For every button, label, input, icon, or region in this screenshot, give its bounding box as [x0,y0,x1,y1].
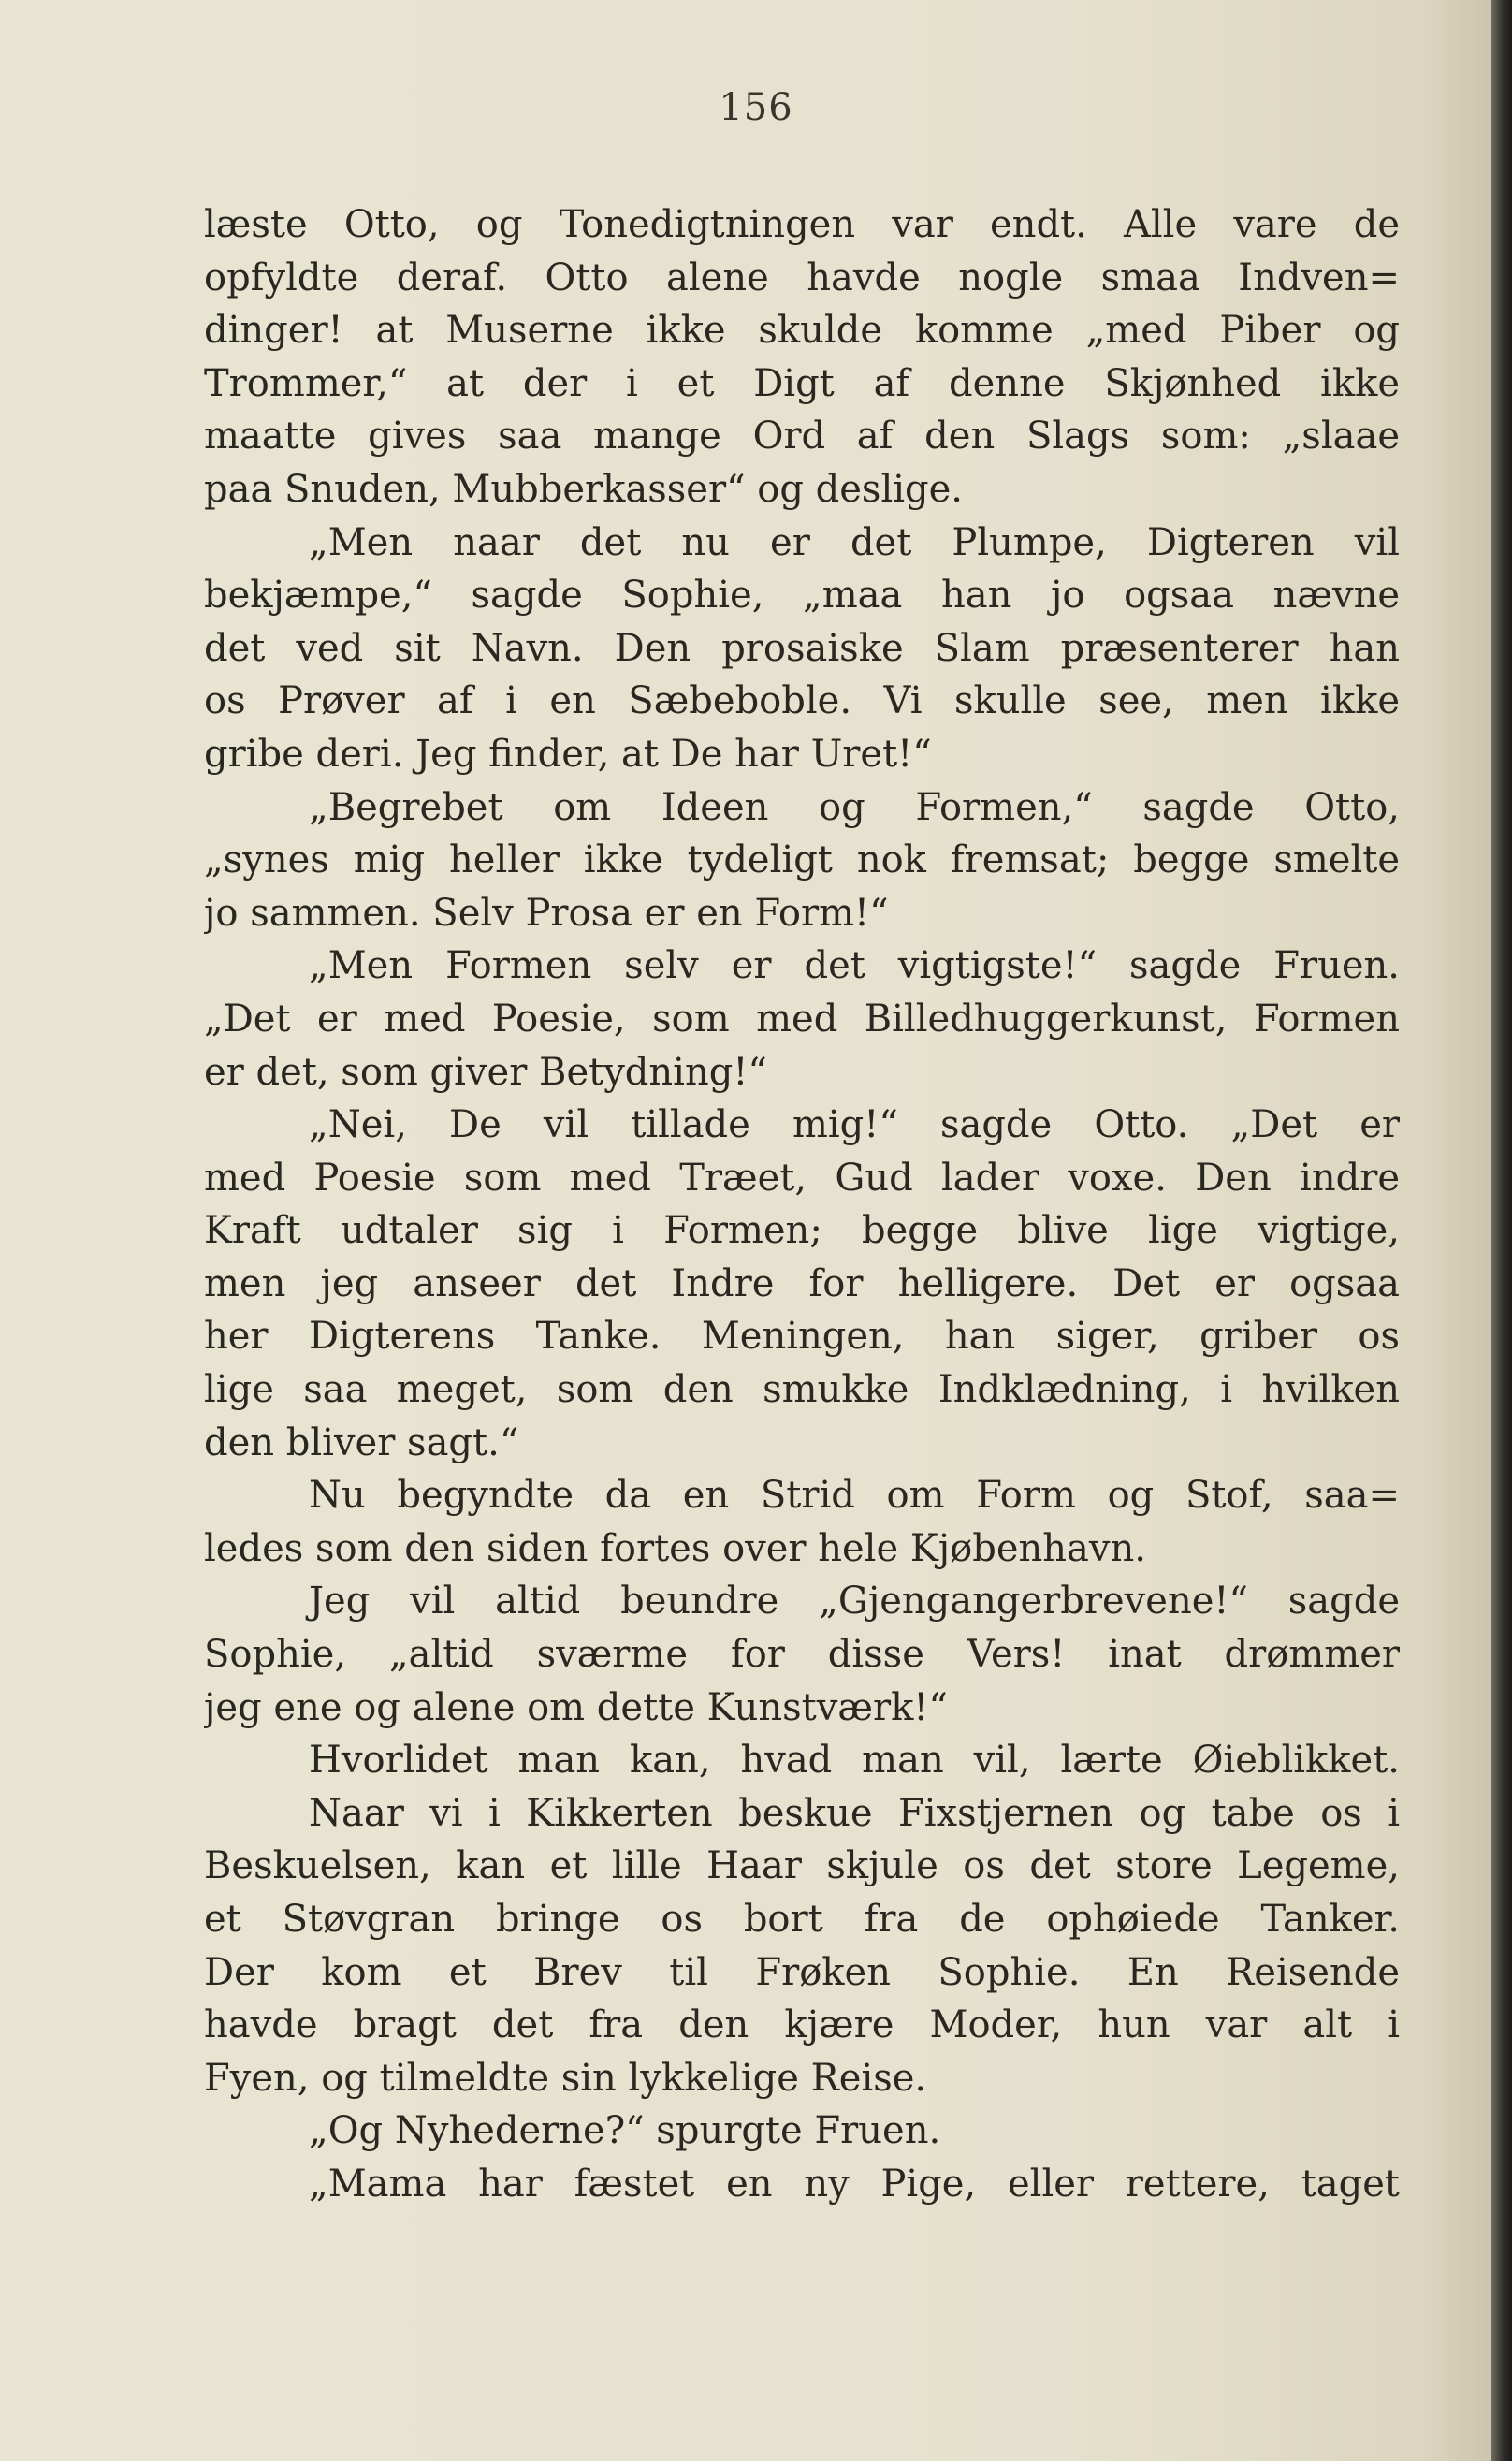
text-line: ledes som den siden fortes over hele Kjøbenhavn. [204,1526,1146,1570]
text-line: „Det er med Poesie, som med Billedhuggerkunst, Formen [204,997,1400,1041]
text-line: „synes mig heller ikke tydeligt nok fremsat; begge smelte [204,838,1400,882]
text-line: „Mama har fæstet en ny Pige, eller rettere, taget [309,2162,1400,2206]
text-line: med Poesie som med Træet, Gud lader voxe. Den indre [204,1156,1400,1200]
text-line: Fyen, og tilmeldte sin lykkelige Reise. [204,2056,927,2100]
text-line: et Støvgran bringe os bort fra de ophøiede Tanker. [204,1898,1400,1941]
page-edge-shadow [1491,0,1512,2461]
text-line: Der kom et Brev til Frøken Sophie. En Reisende [204,1950,1400,1994]
text-line: Kraft udtaler sig i Formen; begge blive lige vigtige, [204,1209,1400,1253]
text-line: den bliver sagt.“ [204,1420,519,1464]
text-line: „Og Nyhederne?“ spurgte Fruen. [309,2109,941,2153]
text-line: gribe deri. Jeg finder, at De har Uret!“ [204,732,932,776]
text-line: paa Snuden, Mubberkasser“ og deslige. [204,467,964,511]
text-line: „Nei, De vil tillade mig!“ sagde Otto. „Det er [309,1103,1400,1147]
text-line: os Prøver af i en Sæbeboble. Vi skulle see, men ikke [204,679,1400,723]
page-number: 156 [719,86,793,129]
text-line: men jeg anseer det Indre for helligere. Det er ogsaa [204,1261,1400,1305]
text-line: „Men Formen selv er det vigtigste!“ sagde Fruen. [309,944,1400,988]
text-line: Naar vi i Kikkerten beskue Fixstjernen og tabe os i [309,1791,1400,1835]
text-line: Sophie, „altid sværme for disse Vers! inat drømmer [204,1633,1400,1677]
text-line: „Begrebet om Ideen og Formen,“ sagde Otto, [309,785,1400,829]
text-line: Nu begyndte da en Strid om Form og Stof, saa= [309,1474,1400,1518]
text-line: det ved sit Navn. Den prosaiske Slam præsenterer han [204,626,1400,670]
text-line: „Men naar det nu er det Plumpe, Digteren vil [309,520,1400,564]
text-line: lige saa meget, som den smukke Indklædning, i hvilken [204,1368,1400,1412]
text-line: jeg ene og alene om dette Kunstværk!“ [204,1685,948,1729]
text-line: dinger! at Muserne ikke skulde komme „med Piber og [204,309,1400,353]
text-line: læste Otto, og Tonedigtningen var endt. Alle vare de [204,203,1400,246]
text-line: Hvorlidet man kan, hvad man vil, lærte Øieblikket. [309,1739,1400,1783]
text-line: er det, som giver Betydning!“ [204,1050,767,1094]
text-line: Beskuelsen, kan et lille Haar skjule os det store Legeme, [204,1844,1400,1888]
text-line: Jeg vil altid beundre „Gjengangerbrevene!“ sagde [309,1580,1400,1624]
text-line: havde bragt det fra den kjære Moder, hun var alt i [204,2003,1400,2047]
text-line: her Digterens Tanke. Meningen, han siger, griber os [204,1315,1400,1359]
text-line: maatte gives saa mange Ord af den Slags som: „slaae [204,415,1400,459]
text-line: opfyldte deraf. Otto alene havde nogle smaa Indven= [204,255,1400,299]
text-line: Trommer,“ at der i et Digt af denne Skjønhed ikke [204,361,1400,405]
body-text [204,198,1400,2211]
text-line: jo sammen. Selv Prosa er en Form!“ [204,891,889,935]
text-line: bekjæmpe,“ sagde Sophie, „maa han jo ogsaa nævne [204,574,1400,618]
